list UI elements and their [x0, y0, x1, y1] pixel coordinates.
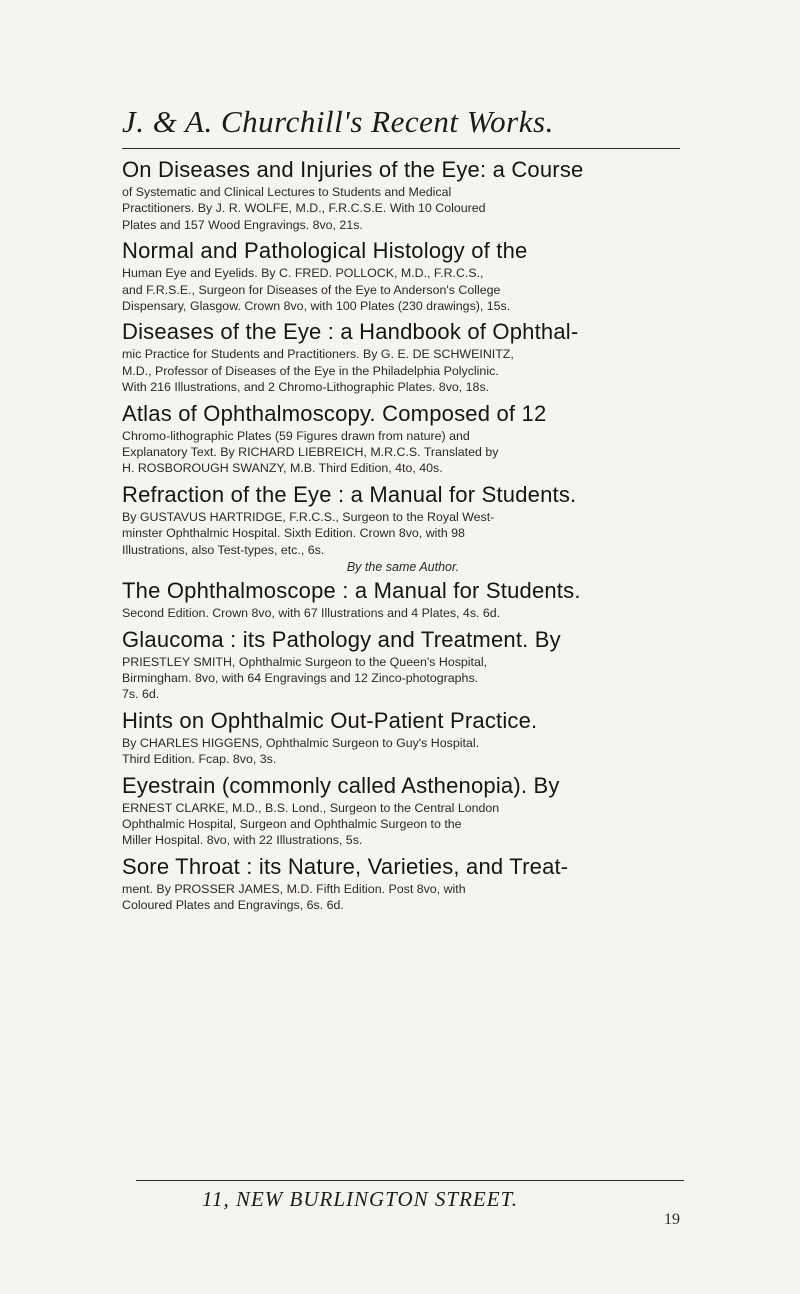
book-description: By CHARLES HIGGENS, Ophthalmic Surgeon to Guy's Hospital. Third Edition. Fcap. 8vo, 3s. [122, 735, 480, 767]
book-description: PRIESTLEY SMITH, Ophthalmic Surgeon to the Queen's Hospital, Birmingham. 8vo, with 64 Engravings and 12 Zinco-photographs. 7s. 6d. [122, 654, 488, 702]
book-entry [122, 481, 684, 575]
book-entry [122, 853, 684, 914]
book-title: Glaucoma : its Pathology and Treatment. By [122, 626, 561, 652]
book-description: Second Edition. Crown 8vo, with 67 Illustrations and 4 Plates, 4s. 6d. [122, 606, 501, 621]
book-list [122, 156, 684, 918]
book-entry [122, 626, 684, 703]
book-description: of Systematic and Clinical Lectures to Students and Medical Practitioners. By J. R. WOLFE, M.D., F.R.C.S.E. With 10 Coloured Plates and 157 Wood Engravings. 8vo, 21s. [122, 185, 486, 232]
book-title: Refraction of the Eye : a Manual for Students. [122, 481, 577, 507]
book-entry [122, 156, 684, 233]
book-title: Sore Throat : its Nature, Varieties, and Treat- [122, 853, 569, 879]
book-title: The Ophthalmoscope : a Manual for Students. [122, 578, 581, 604]
running-title: J. & A. Churchill's Recent Works. [122, 104, 554, 139]
book-title: Normal and Pathological Histology of the [122, 238, 528, 264]
book-entry [122, 400, 684, 477]
book-description: mic Practice for Students and Practitioners. By G. E. DE SCHWEINITZ, M.D., Professor of Diseases of the Eye in the Philadelphia Polyclinic. With 216 Illustrations, and 2 Chromo-Lithographic Plates. 8vo, 18s. [122, 347, 514, 395]
book-entry [122, 577, 684, 621]
book-title: Eyestrain (commonly called Asthenopia). By [122, 772, 560, 798]
book-description: Human Eye and Eyelids. By C. FRED. POLLOCK, M.D., F.R.C.S., and F.R.S.E., Surgeon for Diseases of the Eye to Anderson's College Dispensary, Glasgow. Crown 8vo, with 100 Plates (230 drawings), 15s. [122, 266, 511, 314]
header-rule [122, 148, 680, 149]
book-description: By GUSTAVUS HARTRIDGE, F.R.C.S., Surgeon to the Royal West- minster Ophthalmic Hospital. Sixth Edition. Crown 8vo, with 98 Illustrations, also Test-types, etc., 6s. [122, 509, 495, 557]
page-number: 19 [664, 1211, 680, 1228]
book-title: Diseases of the Eye : a Handbook of Ophthal- [122, 319, 579, 345]
publisher-address: 11, NEW BURLINGTON STREET. [202, 1187, 518, 1211]
footer-rule [136, 1180, 684, 1181]
book-description: Chromo-lithographic Plates (59 Figures drawn from nature) and Explanatory Text. By RICHARD LIEBREICH, M.R.C.S. Translated by H. ROSBOROUGH SWANZY, M.B. Third Edition, 4to, 40s. [122, 428, 499, 476]
book-title: Atlas of Ophthalmoscopy. Composed of 12 [122, 400, 547, 426]
book-title: Hints on Ophthalmic Out-Patient Practice. [122, 707, 538, 733]
book-entry [122, 707, 684, 768]
book-title: On Diseases and Injuries of the Eye: a Course [122, 157, 584, 182]
book-entry [122, 772, 684, 849]
same-author-note: By the same Author. [346, 560, 460, 575]
book-entry [122, 237, 684, 314]
book-description: ERNEST CLARKE, M.D., B.S. Lond., Surgeon to the Central London Ophthalmic Hospital, Surgeon and Ophthalmic Surgeon to the Miller Hospital. 8vo, with 22 Illustrations, 5s. [122, 800, 500, 848]
book-description: ment. By PROSSER JAMES, M.D. Fifth Edition. Post 8vo, with Coloured Plates and Engravings, 6s. 6d. [122, 881, 466, 913]
book-entry [122, 318, 684, 395]
